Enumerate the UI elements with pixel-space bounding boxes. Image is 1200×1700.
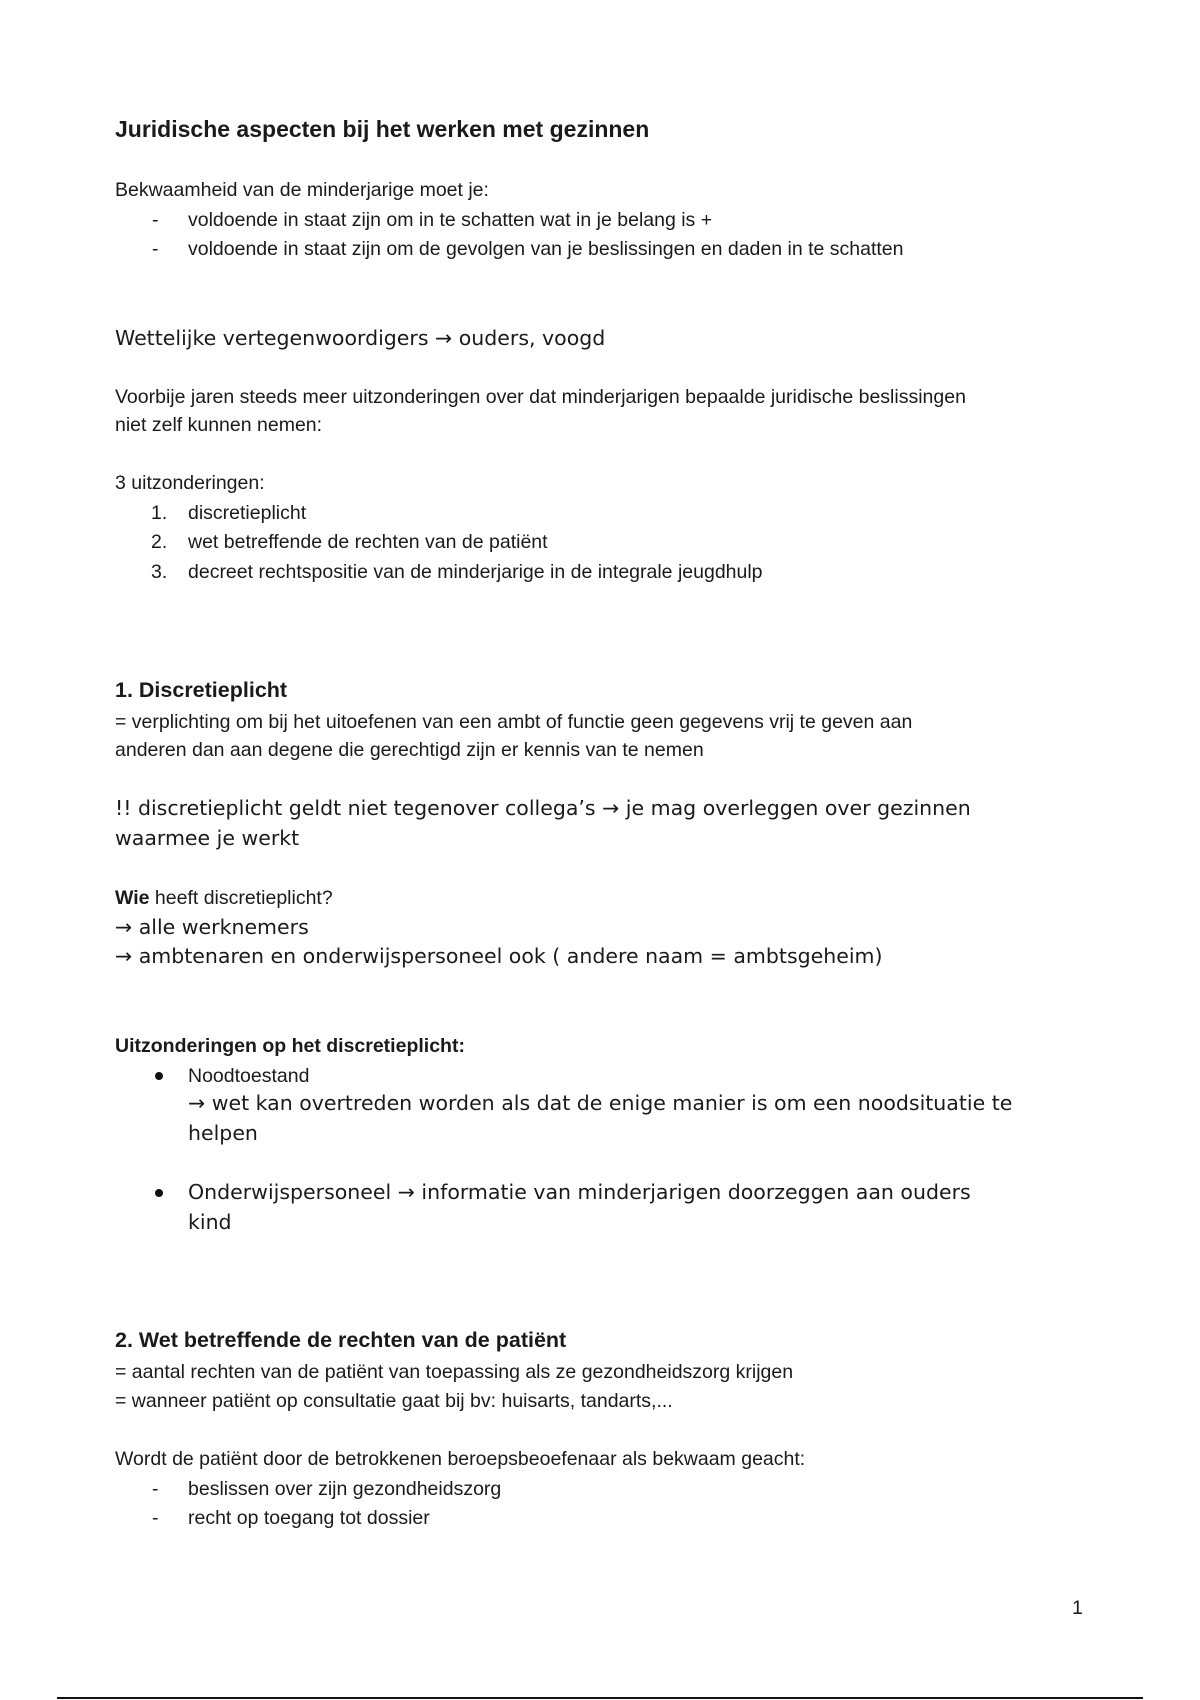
- section-heading-patientenrechten: 2. Wet betreffende de rechten van de patiënt: [115, 1328, 567, 1352]
- wie-item-1: → alle werknemers: [115, 915, 309, 939]
- patient-item-2: recht op toegang tot dossier: [188, 1507, 430, 1529]
- exception-onderwijspersoneel-line-2: kind: [188, 1210, 232, 1234]
- wie-item-2: → ambtenaren en onderwijspersoneel ook ( andere naam = ambtsgeheim): [115, 944, 883, 968]
- bekwaamheid-item-1: voldoende in staat zijn om in te schatten wat in je belang is +: [188, 209, 713, 231]
- patient-wordt-line: Wordt de patiënt door de betrokkenen beroepsbeoefenaar als bekwaam geacht:: [115, 1448, 806, 1470]
- uitzonderingen-intro: 3 uitzonderingen:: [115, 472, 265, 494]
- wie-question: [115, 887, 333, 910]
- list-number: 1.: [151, 502, 168, 524]
- vertegenwoordigers-line: Wettelijke vertegenwoordigers → ouders, voogd: [115, 326, 606, 350]
- exception-onderwijspersoneel-line-1: Onderwijspersoneel → informatie van minderjarigen doorzeggen aan ouders: [188, 1180, 971, 1204]
- bullet-icon: [155, 1072, 163, 1080]
- bekwaamheid-intro: Bekwaamheid van de minderjarige moet je:: [115, 179, 489, 201]
- list-number: 2.: [151, 531, 168, 553]
- uitzondering-item-2: wet betreffende de rechten van de patiënt: [188, 531, 548, 553]
- list-marker-dash: -: [152, 209, 159, 231]
- list-number: 3.: [151, 561, 168, 583]
- uitzondering-item-1: discretieplicht: [188, 502, 307, 524]
- section-heading-discretieplicht: 1. Discretieplicht: [115, 678, 288, 702]
- exceptions-heading: Uitzonderingen op het discretieplicht:: [115, 1035, 465, 1057]
- patient-item-1: beslissen over zijn gezondheidszorg: [188, 1478, 502, 1500]
- list-marker-dash: -: [152, 238, 159, 260]
- list-marker-dash: -: [152, 1478, 159, 1500]
- bullet-icon: [155, 1189, 163, 1197]
- list-marker-dash: -: [152, 1507, 159, 1529]
- discretieplicht-note-line-2: waarmee je werkt: [115, 826, 300, 850]
- exception-noodtoestand-line-2: helpen: [188, 1121, 258, 1145]
- bekwaamheid-item-2: voldoende in staat zijn om de gevolgen van je beslissingen en daden in te schatten: [188, 238, 904, 260]
- wie-rest: heeft discretieplicht?: [149, 887, 333, 909]
- voorbije-line-2: niet zelf kunnen nemen:: [115, 414, 323, 436]
- page-title: Juridische aspecten bij het werken met gezinnen: [115, 116, 650, 142]
- discretieplicht-definition-line-2: anderen dan aan degene die gerechtigd zijn er kennis van te nemen: [115, 739, 704, 761]
- uitzondering-item-3: decreet rechtspositie van de minderjarige in de integrale jeugdhulp: [188, 561, 763, 583]
- wie-bold: Wie: [115, 887, 150, 909]
- discretieplicht-definition-line-1: = verplichting om bij het uitoefenen van een ambt of functie geen gegevens vrij te geven aan: [115, 711, 913, 733]
- exception-noodtoestand-label: Noodtoestand: [188, 1065, 310, 1087]
- footer-divider: [57, 1697, 1143, 1699]
- patient-definition-line-1: = aantal rechten van de patiënt van toepassing als ze gezondheidszorg krijgen: [115, 1361, 794, 1383]
- voorbije-line-1: Voorbije jaren steeds meer uitzonderingen over dat minderjarigen bepaalde juridische beslissingen: [115, 386, 966, 408]
- discretieplicht-note-line-1: !! discretieplicht geldt niet tegenover collega’s → je mag overleggen over gezinnen: [115, 796, 971, 820]
- exception-noodtoestand-line-1: → wet kan overtreden worden als dat de enige manier is om een noodsituatie te: [188, 1091, 1013, 1115]
- page-number: 1: [1072, 1597, 1083, 1619]
- patient-definition-line-2: = wanneer patiënt op consultatie gaat bij bv: huisarts, tandarts,...: [115, 1390, 673, 1412]
